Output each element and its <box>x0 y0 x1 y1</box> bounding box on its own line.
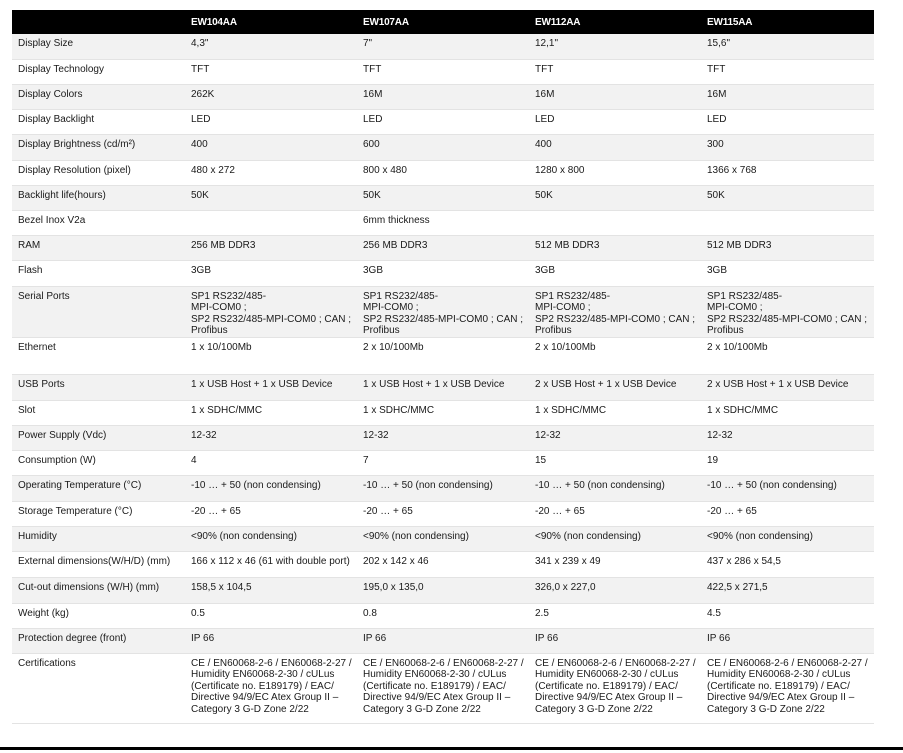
cell-line: 512 MB DDR3 <box>707 239 772 251</box>
cell-line: 158,5 x 104,5 <box>191 581 252 593</box>
cell-line: SP1 RS232/485- <box>535 290 611 302</box>
cell-line: Profibus <box>191 325 228 336</box>
cell-line: 50K <box>707 189 725 201</box>
table-cell <box>185 34 357 59</box>
table-row <box>12 59 874 84</box>
cell-line: Profibus <box>363 325 400 336</box>
table-cell <box>701 185 874 210</box>
cell-line: -20 … + 65 <box>191 505 241 517</box>
cell-line: SP1 RS232/485- <box>191 290 267 302</box>
table-row <box>12 603 874 628</box>
cell-line: SP2 RS232/485-MPI-COM0 ; CAN ; <box>535 313 696 325</box>
table-row <box>12 337 874 374</box>
table-cell <box>701 425 874 450</box>
table-cell <box>185 260 357 286</box>
cell-line: <90% (non condensing) <box>535 530 641 542</box>
table-cell <box>357 400 529 425</box>
row-label: External dimensions(W/H/D) (mm) <box>12 551 185 577</box>
header-cell-ew115aa: EW115AA <box>707 16 753 28</box>
table-row <box>12 475 874 501</box>
cell-line: 202 x 142 x 46 <box>363 555 429 567</box>
cell-line: 12,1" <box>535 38 559 49</box>
cell-line: TFT <box>363 63 382 75</box>
cell-line: MPI-COM0 ; <box>363 302 419 313</box>
table-cell <box>701 374 874 400</box>
cell-line: CE / EN60068-2-6 / EN60068-2-27 / <box>535 657 696 669</box>
cell-line: 12-32 <box>707 429 733 441</box>
table-cell <box>185 526 357 551</box>
cell-line: 2 x 10/100Mb <box>363 341 424 353</box>
cell-line: 600 <box>363 138 380 150</box>
table-cell <box>185 551 357 577</box>
table-cell <box>701 109 874 134</box>
cell-line: 50K <box>191 189 209 201</box>
cell-line: 4.5 <box>707 607 721 619</box>
cell-line: 1 x SDHC/MMC <box>707 404 779 416</box>
table-cell <box>701 260 874 286</box>
header-cell-label <box>12 10 185 34</box>
cell-line: 3GB <box>191 264 212 276</box>
table-row <box>12 577 874 603</box>
table-cell <box>529 235 701 260</box>
table-cell <box>185 501 357 526</box>
table-cell <box>529 260 701 286</box>
cell-line: MPI-COM0 ; <box>707 302 763 313</box>
cell-line: 4 <box>191 454 197 466</box>
row-label: Display Resolution (pixel) <box>12 160 185 185</box>
cell-line: -20 … + 65 <box>707 505 757 517</box>
table-cell <box>529 160 701 185</box>
cell-line: 1 x USB Host + 1 x USB Device <box>363 378 505 390</box>
header-cell-ew104aa: EW104AA <box>191 16 237 28</box>
cell-line: IP 66 <box>535 632 559 644</box>
table-cell <box>357 160 529 185</box>
row-label: Cut-out dimensions (W/H) (mm) <box>12 577 185 603</box>
cell-line: MPI-COM0 ; <box>535 302 591 313</box>
header-row <box>12 10 874 34</box>
table-cell <box>357 374 529 400</box>
cell-line: 7 <box>363 454 369 466</box>
cell-line: 50K <box>363 189 381 201</box>
cell-line: 16M <box>707 88 727 100</box>
table-cell <box>529 210 701 235</box>
cell-line: 2 x USB Host + 1 x USB Device <box>535 378 677 390</box>
cell-line: 4,3" <box>191 38 209 49</box>
table-row <box>12 160 874 185</box>
cell-line: 1 x SDHC/MMC <box>191 404 263 416</box>
table-cell <box>701 210 874 235</box>
cell-line: 1366 x 768 <box>707 164 757 176</box>
cell-line: 2 x USB Host + 1 x USB Device <box>707 378 849 390</box>
table-row <box>12 134 874 160</box>
table-cell <box>185 603 357 628</box>
cell-line: IP 66 <box>191 632 215 644</box>
cell-line: 480 x 272 <box>191 164 235 176</box>
cell-line: -20 … + 65 <box>535 505 585 517</box>
table-cell <box>529 551 701 577</box>
table-cell <box>529 603 701 628</box>
cell-line: Category 3 G-D Zone 2/22 <box>707 703 825 715</box>
table-cell <box>357 34 529 59</box>
table-cell <box>185 109 357 134</box>
table-row <box>12 501 874 526</box>
cell-line: LED <box>707 113 727 125</box>
cell-line: 12-32 <box>535 429 561 441</box>
table-cell <box>701 59 874 84</box>
cell-line: IP 66 <box>707 632 731 644</box>
table-cell <box>357 260 529 286</box>
row-label: Humidity <box>12 526 185 551</box>
cell-line: Category 3 G-D Zone 2/22 <box>535 703 653 715</box>
row-label: USB Ports <box>12 374 185 400</box>
row-label: Certifications <box>12 653 185 723</box>
table-row <box>12 425 874 450</box>
table-cell <box>185 210 357 235</box>
table-cell <box>185 286 357 337</box>
cell-line: 326,0 x 227,0 <box>535 581 596 593</box>
cell-line: 12-32 <box>191 429 217 441</box>
table-cell <box>357 450 529 475</box>
table-cell <box>185 185 357 210</box>
row-label: Storage Temperature (°C) <box>12 501 185 526</box>
cell-line: 256 MB DDR3 <box>191 239 256 251</box>
table-row <box>12 260 874 286</box>
table-cell <box>357 84 529 109</box>
cell-line: 7" <box>363 38 373 49</box>
cell-line: 16M <box>363 88 383 100</box>
cell-line: CE / EN60068-2-6 / EN60068-2-27 / <box>191 657 352 669</box>
table-cell <box>529 628 701 653</box>
spec-table-header <box>12 10 874 34</box>
table-cell <box>185 577 357 603</box>
table-cell <box>529 450 701 475</box>
table-cell <box>529 286 701 337</box>
row-label: RAM <box>12 235 185 260</box>
row-label: Ethernet <box>12 337 185 374</box>
row-label: Flash <box>12 260 185 286</box>
header-cell-ew112aa: EW112AA <box>535 16 581 28</box>
table-row <box>12 235 874 260</box>
cell-line: 262K <box>191 88 215 100</box>
table-cell <box>357 337 529 374</box>
cell-line: 195,0 x 135,0 <box>363 581 424 593</box>
cell-line: Profibus <box>535 325 572 336</box>
table-row <box>12 653 874 723</box>
row-label: Backlight life(hours) <box>12 185 185 210</box>
table-row <box>12 450 874 475</box>
cell-line: 512 MB DDR3 <box>535 239 600 251</box>
table-cell <box>185 400 357 425</box>
table-cell <box>701 134 874 160</box>
table-cell <box>529 59 701 84</box>
row-label: Power Supply (Vdc) <box>12 425 185 450</box>
cell-line: 1280 x 800 <box>535 164 585 176</box>
table-cell <box>357 185 529 210</box>
cell-line: (Certificate no. E189179) / EAC/ <box>707 680 850 692</box>
cell-line: 2 x 10/100Mb <box>707 341 768 353</box>
table-cell <box>701 286 874 337</box>
cell-line: SP2 RS232/485-MPI-COM0 ; CAN ; <box>707 313 868 325</box>
cell-line: MPI-COM0 ; <box>191 302 247 313</box>
cell-line: TFT <box>707 63 726 75</box>
table-cell <box>357 526 529 551</box>
table-cell <box>185 425 357 450</box>
table-cell <box>185 374 357 400</box>
cell-line: 256 MB DDR3 <box>363 239 428 251</box>
cell-line: -20 … + 65 <box>363 505 413 517</box>
cell-line: 50K <box>535 189 553 201</box>
table-cell <box>357 577 529 603</box>
table-row <box>12 551 874 577</box>
table-cell <box>185 134 357 160</box>
table-cell <box>185 84 357 109</box>
cell-line: (Certificate no. E189179) / EAC/ <box>363 680 506 692</box>
table-cell <box>701 475 874 501</box>
table-row <box>12 109 874 134</box>
table-cell <box>185 160 357 185</box>
cell-line: 3GB <box>535 264 556 276</box>
bottom-divider <box>0 747 903 750</box>
cell-line: (Certificate no. E189179) / EAC/ <box>191 680 334 692</box>
spec-table <box>12 10 874 724</box>
table-cell <box>701 34 874 59</box>
cell-line: SP2 RS232/485-MPI-COM0 ; CAN ; <box>363 313 524 325</box>
cell-line: 400 <box>191 138 208 150</box>
table-cell <box>701 628 874 653</box>
table-cell <box>701 551 874 577</box>
cell-line: <90% (non condensing) <box>707 530 813 542</box>
spec-table-body <box>12 34 874 723</box>
table-row <box>12 34 874 59</box>
table-cell <box>357 134 529 160</box>
table-cell <box>529 185 701 210</box>
table-cell <box>701 526 874 551</box>
row-label: Display Colors <box>12 84 185 109</box>
cell-line: 400 <box>535 138 552 150</box>
table-cell <box>529 526 701 551</box>
table-cell <box>701 603 874 628</box>
table-cell <box>357 551 529 577</box>
cell-line: SP1 RS232/485- <box>707 290 783 302</box>
table-cell <box>529 374 701 400</box>
table-cell <box>185 653 357 723</box>
cell-line: 1 x 10/100Mb <box>191 341 252 353</box>
cell-line: SP2 RS232/485-MPI-COM0 ; CAN ; <box>191 313 352 325</box>
table-row <box>12 628 874 653</box>
table-cell <box>357 501 529 526</box>
cell-line: <90% (non condensing) <box>363 530 469 542</box>
cell-line: 1 x SDHC/MMC <box>363 404 435 416</box>
header-cell-ew107aa: EW107AA <box>363 16 409 28</box>
table-cell <box>529 577 701 603</box>
row-label: Protection degree (front) <box>12 628 185 653</box>
cell-line: CE / EN60068-2-6 / EN60068-2-27 / <box>707 657 868 669</box>
cell-line: 0.8 <box>363 607 377 619</box>
table-cell <box>357 653 529 723</box>
cell-line: -10 … + 50 (non condensing) <box>363 479 493 491</box>
cell-line: 300 <box>707 138 724 150</box>
cell-line: SP1 RS232/485- <box>363 290 439 302</box>
table-cell <box>529 425 701 450</box>
cell-line: -10 … + 50 (non condensing) <box>535 479 665 491</box>
table-cell <box>357 603 529 628</box>
table-cell <box>529 501 701 526</box>
cell-line: 1 x USB Host + 1 x USB Device <box>191 378 333 390</box>
table-cell <box>529 653 701 723</box>
cell-line: Category 3 G-D Zone 2/22 <box>191 703 309 715</box>
cell-line: LED <box>191 113 211 125</box>
table-cell <box>529 400 701 425</box>
table-cell <box>185 337 357 374</box>
cell-line: -10 … + 50 (non condensing) <box>191 479 321 491</box>
table-cell <box>357 475 529 501</box>
table-cell <box>357 425 529 450</box>
cell-line: 15,6" <box>707 38 731 49</box>
table-cell <box>529 84 701 109</box>
cell-line: 12-32 <box>363 429 389 441</box>
cell-line: (Certificate no. E189179) / EAC/ <box>535 680 678 692</box>
row-label: Slot <box>12 400 185 425</box>
cell-line: 2 x 10/100Mb <box>535 341 596 353</box>
row-label: Operating Temperature (°C) <box>12 475 185 501</box>
table-cell <box>185 235 357 260</box>
cell-line: 3GB <box>363 264 384 276</box>
row-label: Bezel Inox V2a <box>12 210 185 235</box>
cell-line: 437 x 286 x 54,5 <box>707 555 781 567</box>
table-cell <box>701 337 874 374</box>
table-cell <box>701 160 874 185</box>
table-row <box>12 374 874 400</box>
cell-line: Humidity EN60068-2-30 / cULus <box>363 669 507 680</box>
row-label: Display Size <box>12 34 185 59</box>
cell-line: Humidity EN60068-2-30 / cULus <box>707 669 851 680</box>
cell-line: 341 x 239 x 49 <box>535 555 601 567</box>
table-cell <box>701 577 874 603</box>
table-row <box>12 84 874 109</box>
table-cell <box>701 653 874 723</box>
cell-line: Humidity EN60068-2-30 / cULus <box>535 669 679 680</box>
cell-line: 19 <box>707 454 719 466</box>
cell-line: TFT <box>191 63 210 75</box>
cell-line: 422,5 x 271,5 <box>707 581 768 593</box>
cell-line: LED <box>363 113 383 125</box>
cell-line: Directive 94/9/EC Atex Group II – <box>535 692 683 703</box>
table-cell <box>357 628 529 653</box>
table-row <box>12 185 874 210</box>
table-cell <box>701 400 874 425</box>
cell-line: <90% (non condensing) <box>191 530 297 542</box>
table-cell <box>701 84 874 109</box>
table-cell <box>357 210 529 235</box>
cell-line: IP 66 <box>363 632 387 644</box>
table-cell <box>185 59 357 84</box>
table-cell <box>357 235 529 260</box>
table-cell <box>185 475 357 501</box>
table-cell <box>185 628 357 653</box>
cell-line: Category 3 G-D Zone 2/22 <box>363 703 481 715</box>
cell-line: Directive 94/9/EC Atex Group II – <box>707 692 855 703</box>
cell-line: 800 x 480 <box>363 164 407 176</box>
cell-line: Directive 94/9/EC Atex Group II – <box>191 692 339 703</box>
table-cell <box>529 134 701 160</box>
cell-line: TFT <box>535 63 554 75</box>
cell-line: 166 x 112 x 46 (61 with double port) <box>191 555 350 567</box>
table-cell <box>529 34 701 59</box>
row-label: Weight (kg) <box>12 603 185 628</box>
cell-line: Humidity EN60068-2-30 / cULus <box>191 669 335 680</box>
table-cell <box>357 286 529 337</box>
table-cell <box>701 501 874 526</box>
row-label: Display Technology <box>12 59 185 84</box>
cell-line: 16M <box>535 88 555 100</box>
cell-line: 6mm thickness <box>363 214 430 226</box>
cell-line: Profibus <box>707 325 744 336</box>
row-label: Display Brightness (cd/m²) <box>12 134 185 160</box>
table-cell <box>529 109 701 134</box>
cell-line: Directive 94/9/EC Atex Group II – <box>363 692 511 703</box>
table-row <box>12 210 874 235</box>
table-cell <box>357 109 529 134</box>
cell-line: CE / EN60068-2-6 / EN60068-2-27 / <box>363 657 524 669</box>
row-label: Serial Ports <box>12 286 185 337</box>
table-row <box>12 286 874 337</box>
cell-line: 2.5 <box>535 607 549 619</box>
table-cell <box>185 450 357 475</box>
table-row <box>12 526 874 551</box>
table-cell <box>529 475 701 501</box>
row-label: Consumption (W) <box>12 450 185 475</box>
table-row <box>12 400 874 425</box>
row-label: Display Backlight <box>12 109 185 134</box>
table-cell <box>701 235 874 260</box>
table-cell <box>357 59 529 84</box>
cell-line: 3GB <box>707 264 728 276</box>
table-cell <box>529 337 701 374</box>
cell-line: 0.5 <box>191 607 205 619</box>
cell-line: LED <box>535 113 555 125</box>
table-cell <box>701 450 874 475</box>
cell-line: -10 … + 50 (non condensing) <box>707 479 837 491</box>
cell-line: 15 <box>535 454 547 466</box>
cell-line: 1 x SDHC/MMC <box>535 404 607 416</box>
